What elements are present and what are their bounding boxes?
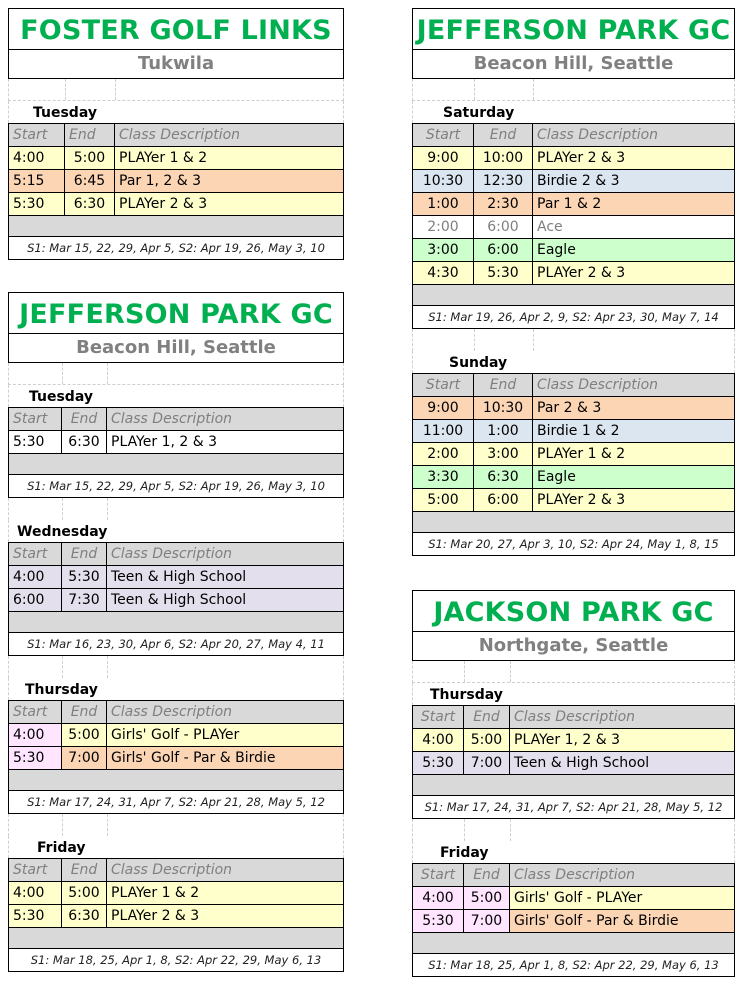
table-header-row <box>9 124 344 147</box>
table-row <box>413 262 735 285</box>
foster-golf-links-section <box>8 8 344 260</box>
column-header-start: Start <box>413 706 464 729</box>
class-description: Par 2 & 3 <box>533 397 735 420</box>
spacer-row <box>412 661 735 683</box>
column-header-start: Start <box>9 408 62 431</box>
column-header-description: Class Description <box>115 124 344 147</box>
column-header-description: Class Description <box>510 864 735 887</box>
column-header-description: Class Description <box>107 543 344 566</box>
column-header-start: Start <box>413 124 474 147</box>
course-header <box>412 8 735 79</box>
start-time: 3:00 <box>413 239 474 262</box>
class-description: Teen & High School <box>107 566 344 589</box>
end-time: 6:00 <box>474 216 533 239</box>
session-dates: S1: Mar 18, 25, Apr 1, 8, S2: Apr 22, 29, May 6, 13 <box>413 954 735 977</box>
end-time: 1:00 <box>474 420 533 443</box>
start-time: 4:00 <box>413 729 464 752</box>
filler-row <box>9 216 344 237</box>
end-time: 5:30 <box>474 262 533 285</box>
table-row <box>9 170 344 193</box>
session-dates: S1: Mar 16, 23, 30, Apr 6, S2: Apr 20, 27, May 4, 11 <box>9 633 344 656</box>
start-time: 10:30 <box>413 170 474 193</box>
class-description: Birdie 1 & 2 <box>533 420 735 443</box>
schedule-table <box>8 858 344 972</box>
table-row <box>9 905 344 928</box>
column-header-end: End <box>65 124 115 147</box>
filler-row <box>413 933 735 954</box>
table-header-row <box>9 701 344 724</box>
schedule-table <box>412 123 735 329</box>
day-label: Tuesday <box>8 385 344 407</box>
schedule-table <box>8 700 344 814</box>
start-time: 4:00 <box>9 882 62 905</box>
column-header-start: Start <box>9 543 62 566</box>
spacer-row <box>8 79 344 101</box>
class-description: PLAYer 2 & 3 <box>533 147 735 170</box>
filler-row <box>9 770 344 791</box>
end-time: 7:30 <box>62 589 107 612</box>
end-time: 7:00 <box>464 752 510 775</box>
filler-row <box>9 454 344 475</box>
table-header-row <box>9 408 344 431</box>
column-header-end: End <box>474 374 533 397</box>
column-header-end: End <box>464 706 510 729</box>
start-time: 6:00 <box>9 589 62 612</box>
session-dates: S1: Mar 19, 26, Apr 2, 9, S2: Apr 23, 30, May 7, 14 <box>413 306 735 329</box>
course-title: FOSTER GOLF LINKS <box>9 9 343 50</box>
column-header-start: Start <box>413 374 474 397</box>
day-label: Thursday <box>412 683 735 705</box>
table-row <box>413 193 735 216</box>
table-row <box>9 724 344 747</box>
spacer-row <box>8 814 344 836</box>
column-header-end: End <box>474 124 533 147</box>
start-time: 9:00 <box>413 147 474 170</box>
spacer-row <box>8 498 344 520</box>
table-row <box>413 420 735 443</box>
class-description: Girls' Golf - Par & Birdie <box>107 747 344 770</box>
column-header-end: End <box>62 701 107 724</box>
column-header-start: Start <box>413 864 464 887</box>
course-location: Tukwila <box>137 53 215 74</box>
start-time: 5:30 <box>413 910 464 933</box>
table-row <box>413 489 735 512</box>
start-time: 4:00 <box>9 147 65 170</box>
class-description: Ace <box>533 216 735 239</box>
filler-row <box>413 512 735 533</box>
jefferson-park-left-section <box>8 292 344 972</box>
start-time: 2:00 <box>413 216 474 239</box>
class-description: PLAYer 2 & 3 <box>533 262 735 285</box>
table-row <box>413 170 735 193</box>
day-label: Saturday <box>412 101 735 123</box>
start-time: 5:30 <box>9 431 62 454</box>
end-time: 6:30 <box>62 905 107 928</box>
session-dates: S1: Mar 18, 25, Apr 1, 8, S2: Apr 22, 29, May 6, 13 <box>9 949 344 972</box>
start-time: 5:30 <box>9 905 62 928</box>
spacer-row <box>412 819 735 841</box>
class-description: PLAYer 1 & 2 <box>115 147 344 170</box>
column-header-end: End <box>62 408 107 431</box>
session-dates: S1: Mar 17, 24, 31, Apr 7, S2: Apr 21, 28, May 5, 12 <box>9 791 344 814</box>
table-row <box>9 431 344 454</box>
column-header-description: Class Description <box>107 701 344 724</box>
course-title: JEFFERSON PARK GC <box>413 9 734 50</box>
class-description: Par 1 & 2 <box>533 193 735 216</box>
start-time: 2:00 <box>413 443 474 466</box>
class-description: PLAYer 2 & 3 <box>107 905 344 928</box>
column-header-description: Class Description <box>107 408 344 431</box>
class-description: Par 1, 2 & 3 <box>115 170 344 193</box>
table-row <box>413 239 735 262</box>
table-header-row <box>413 706 735 729</box>
class-description: Birdie 2 & 3 <box>533 170 735 193</box>
start-time: 3:30 <box>413 466 474 489</box>
end-time: 5:00 <box>62 882 107 905</box>
column-header-end: End <box>464 864 510 887</box>
start-time: 5:00 <box>413 489 474 512</box>
session-dates: S1: Mar 15, 22, 29, Apr 5, S2: Apr 19, 26, May 3, 10 <box>9 237 344 260</box>
class-description: Girls' Golf - PLAYer <box>107 724 344 747</box>
column-header-description: Class Description <box>533 124 735 147</box>
class-description: Eagle <box>533 466 735 489</box>
day-label: Wednesday <box>8 520 344 542</box>
table-row <box>413 752 735 775</box>
column-header-start: Start <box>9 701 62 724</box>
course-location: Northgate, Seattle <box>478 635 669 656</box>
spacer-row <box>8 363 344 385</box>
column-header-start: Start <box>9 859 62 882</box>
column-header-end: End <box>62 859 107 882</box>
end-time: 10:00 <box>474 147 533 170</box>
column-header-start: Start <box>9 124 65 147</box>
schedule-table <box>412 373 735 556</box>
end-time: 12:30 <box>474 170 533 193</box>
day-label: Thursday <box>8 678 344 700</box>
filler-row <box>9 612 344 633</box>
day-label: Friday <box>412 841 735 863</box>
table-header-row <box>9 543 344 566</box>
schedule-table <box>8 542 344 656</box>
end-time: 3:00 <box>474 443 533 466</box>
course-location: Beacon Hill, Seattle <box>76 337 276 358</box>
filler-row <box>413 775 735 796</box>
start-time: 11:00 <box>413 420 474 443</box>
table-row <box>413 147 735 170</box>
start-time: 5:15 <box>9 170 65 193</box>
end-time: 6:30 <box>474 466 533 489</box>
course-header <box>8 292 344 363</box>
filler-row <box>413 285 735 306</box>
course-title: JACKSON PARK GC <box>413 591 734 632</box>
course-header <box>412 590 735 661</box>
table-row <box>413 910 735 933</box>
session-dates: S1: Mar 20, 27, Apr 3, 10, S2: Apr 24, May 1, 8, 15 <box>413 533 735 556</box>
day-label: Friday <box>8 836 344 858</box>
schedule-table <box>412 863 735 977</box>
start-time: 4:00 <box>9 566 62 589</box>
end-time: 6:30 <box>62 431 107 454</box>
start-time: 4:30 <box>413 262 474 285</box>
class-description: PLAYer 1 & 2 <box>107 882 344 905</box>
column-header-end: End <box>62 543 107 566</box>
day-label: Sunday <box>412 351 735 373</box>
start-time: 5:30 <box>9 193 65 216</box>
column-header-description: Class Description <box>107 859 344 882</box>
end-time: 7:00 <box>62 747 107 770</box>
end-time: 6:00 <box>474 239 533 262</box>
class-description: Teen & High School <box>510 752 735 775</box>
spacer-row <box>412 79 735 101</box>
spacer-row <box>412 329 735 351</box>
table-row <box>9 193 344 216</box>
session-dates: S1: Mar 17, 24, 31, Apr 7, S2: Apr 21, 28, May 5, 12 <box>413 796 735 819</box>
end-time: 7:00 <box>464 910 510 933</box>
end-time: 5:00 <box>464 887 510 910</box>
end-time: 5:00 <box>62 724 107 747</box>
table-header-row <box>413 124 735 147</box>
day-label: Tuesday <box>8 101 344 123</box>
table-header-row <box>413 374 735 397</box>
start-time: 1:00 <box>413 193 474 216</box>
session-dates: S1: Mar 15, 22, 29, Apr 5, S2: Apr 19, 26, May 3, 10 <box>9 475 344 498</box>
end-time: 6:45 <box>65 170 115 193</box>
end-time: 5:00 <box>65 147 115 170</box>
table-row <box>9 882 344 905</box>
course-header <box>8 8 344 79</box>
class-description: PLAYer 2 & 3 <box>115 193 344 216</box>
table-row <box>9 566 344 589</box>
table-row <box>9 147 344 170</box>
end-time: 10:30 <box>474 397 533 420</box>
end-time: 6:00 <box>474 489 533 512</box>
table-row <box>413 729 735 752</box>
table-row <box>413 397 735 420</box>
class-description: PLAYer 2 & 3 <box>533 489 735 512</box>
class-description: PLAYer 1 & 2 <box>533 443 735 466</box>
start-time: 4:00 <box>9 724 62 747</box>
schedule-table <box>8 407 344 498</box>
column-header-description: Class Description <box>510 706 735 729</box>
jackson-park-section <box>412 590 735 977</box>
table-row <box>413 887 735 910</box>
jefferson-park-right-section <box>412 8 735 556</box>
class-description: PLAYer 1, 2 & 3 <box>107 431 344 454</box>
table-row <box>9 589 344 612</box>
course-location: Beacon Hill, Seattle <box>473 53 674 74</box>
column-header-description: Class Description <box>533 374 735 397</box>
start-time: 5:30 <box>9 747 62 770</box>
table-row <box>9 747 344 770</box>
class-description: Girls' Golf - Par & Birdie <box>510 910 735 933</box>
table-row <box>413 466 735 489</box>
class-description: Teen & High School <box>107 589 344 612</box>
class-description: Girls' Golf - PLAYer <box>510 887 735 910</box>
class-description: PLAYer 1, 2 & 3 <box>510 729 735 752</box>
end-time: 5:30 <box>62 566 107 589</box>
end-time: 2:30 <box>474 193 533 216</box>
start-time: 4:00 <box>413 887 464 910</box>
schedule-table <box>412 705 735 819</box>
table-row <box>413 443 735 466</box>
schedule-table <box>8 123 344 260</box>
table-header-row <box>413 864 735 887</box>
end-time: 6:30 <box>65 193 115 216</box>
spacer-row <box>8 656 344 678</box>
start-time: 9:00 <box>413 397 474 420</box>
class-description: Eagle <box>533 239 735 262</box>
end-time: 5:00 <box>464 729 510 752</box>
table-header-row <box>9 859 344 882</box>
start-time: 5:30 <box>413 752 464 775</box>
filler-row <box>9 928 344 949</box>
course-title: JEFFERSON PARK GC <box>9 293 343 334</box>
table-row <box>413 216 735 239</box>
